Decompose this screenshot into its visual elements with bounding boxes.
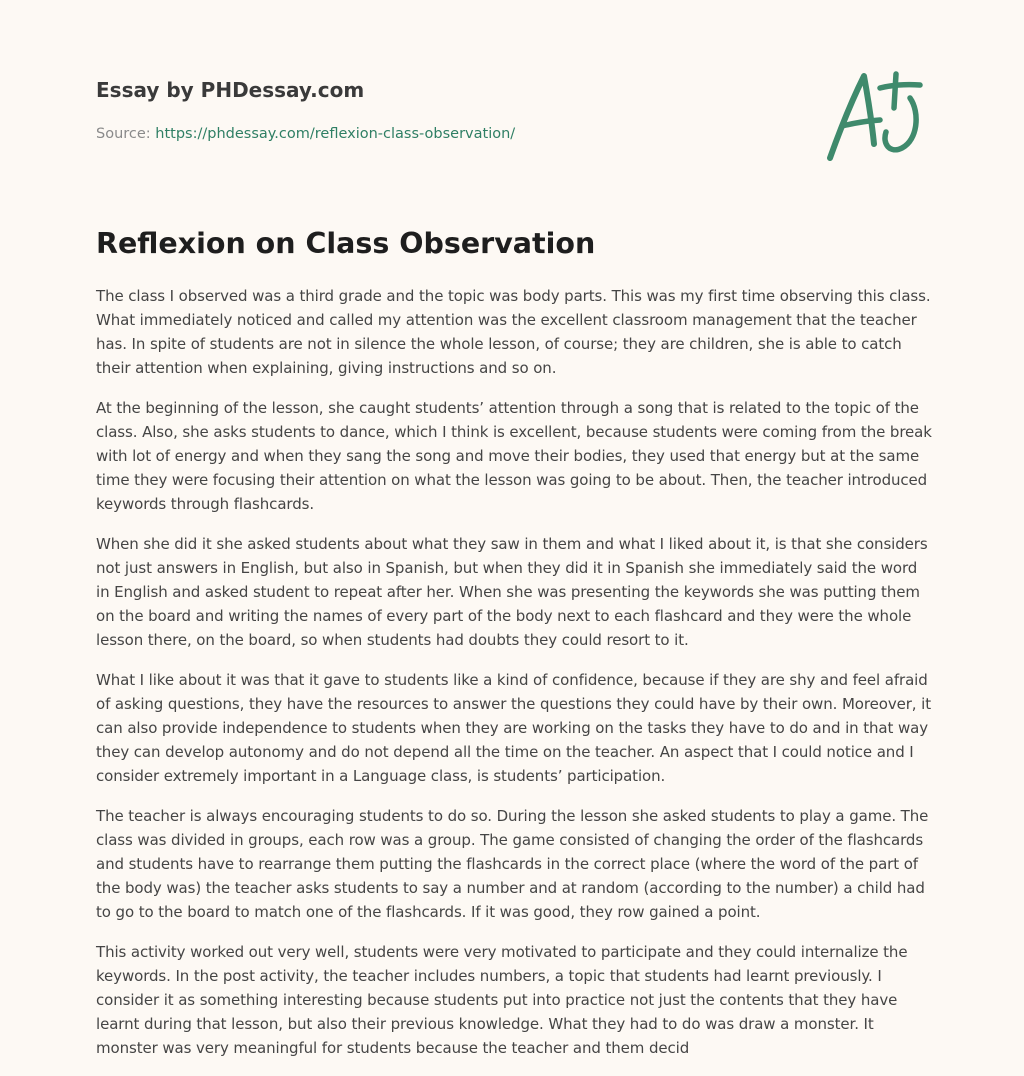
site-brand: Essay by PHDessay.com [96, 78, 365, 102]
source-line [96, 124, 796, 144]
essay-paragraph: The class I observed was a third grade and the topic was body parts. This was my first time observing this class. What immediately noticed and called my attention was the excellent classroom management that the teacher has. In spite of students are not in silence the whole lesson, of course; they are children, she is able to catch their attention when explaining, giving instructions and so on. [96, 287, 931, 377]
essay-paragraph: When she did it she asked students about what they saw in them and what I liked about it, is that she considers not just answers in English, but also in Spanish, but when they did it in Spanish she immediately said the word in English and asked student to repeat after her. When she was presenting the keywords she was putting them on the board and writing the names of every part of the body next to each flashcard and they were the whole lesson there, on the board, so when students had doubts they could resort to it. [96, 535, 928, 649]
source-label: Source: [96, 126, 156, 142]
essay-title: Reflexion on Class Observation [96, 227, 596, 260]
source-link[interactable]: https://phdessay.com/reflexion-class-observation/ [155, 126, 516, 142]
essay-paragraph: At the beginning of the lesson, she caught students’ attention through a song that is related to the topic of the class. Also, she asks students to dance, which I think is excellent, because students were coming from the break with lot of energy and when they sang the song and move their bodies, they used that energy but at the same time they were focusing their attention on what the lesson was going to be about. Then, the teacher introduced keywords through flashcards. [96, 399, 932, 513]
essay-header [96, 76, 796, 144]
essay-paragraph: This activity worked out very well, students were very motivated to participate and they could internalize the keywords. In the post activity, the teacher includes numbers, a topic that students had learnt previously. I consider it as something interesting because students put into practice not just the contents that they have learnt during that lesson, but also their previous knowledge. What they had to do was draw a monster. It monster was very meaningful for students because the teacher and them decid [96, 943, 908, 1057]
essay-paragraph: The teacher is always encouraging students to do so. During the lesson she asked students to play a game. The class was divided in groups, each row was a group. The game consisted of changing the order of the flashcards and students have to rearrange them putting the flashcards in the correct place (where the word of the part of the body was) the teacher asks students to say a number and at random (according to the number) a child had to go to the board to match one of the flashcards. If it was good, they row gained a point. [96, 807, 929, 921]
a-plus-grade-icon [822, 68, 930, 164]
essay-paragraph: What I like about it was that it gave to students like a kind of confidence, because if they are shy and feel afraid of asking questions, they have the resources to answer the questions they could have by their own. Moreover, it can also provide independence to students when they are working on the tasks they have to do and in that way they can develop autonomy and do not depend all the time on the teacher. An aspect that I could notice and I consider extremely important in a Language class, is students’ participation. [96, 671, 931, 785]
essay-content [96, 224, 932, 1076]
